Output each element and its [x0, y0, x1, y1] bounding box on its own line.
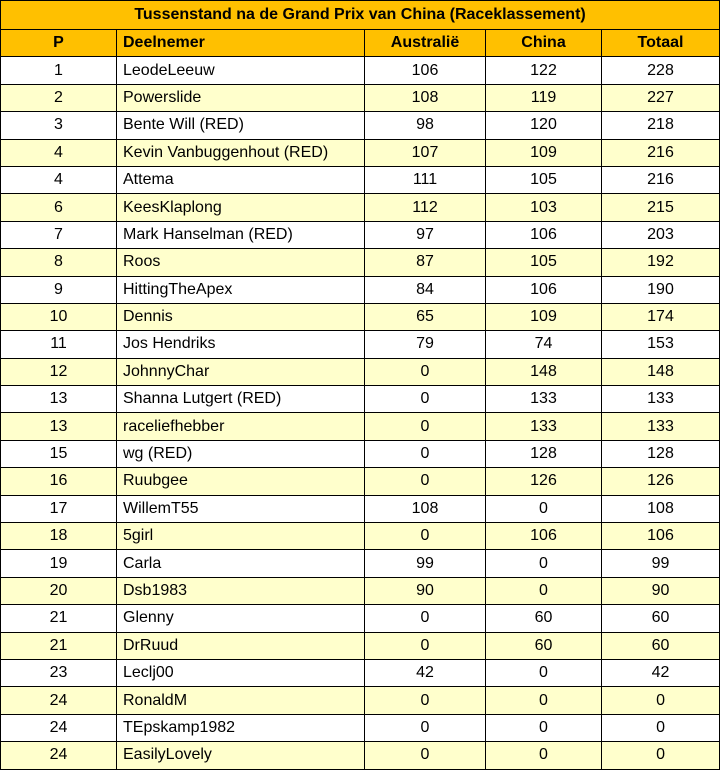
cell-australie: 0: [365, 386, 486, 413]
cell-totaal: 216: [602, 139, 720, 166]
cell-pos: 3: [1, 112, 117, 139]
cell-pos: 4: [1, 166, 117, 193]
cell-totaal: 227: [602, 84, 720, 111]
cell-totaal: 192: [602, 249, 720, 276]
cell-pos: 23: [1, 659, 117, 686]
table-row: [1, 249, 720, 276]
table-row: [1, 495, 720, 522]
cell-name: Carla: [117, 550, 365, 577]
cell-name: Kevin Vanbuggenhout (RED): [117, 139, 365, 166]
cell-australie: 90: [365, 577, 486, 604]
cell-totaal: 153: [602, 331, 720, 358]
cell-totaal: 215: [602, 194, 720, 221]
cell-australie: 0: [365, 632, 486, 659]
cell-china: 148: [486, 358, 602, 385]
cell-china: 106: [486, 523, 602, 550]
cell-name: 5girl: [117, 523, 365, 550]
cell-name: WillemT55: [117, 495, 365, 522]
cell-name: Shanna Lutgert (RED): [117, 386, 365, 413]
cell-china: 0: [486, 659, 602, 686]
cell-pos: 4: [1, 139, 117, 166]
table-row: [1, 577, 720, 604]
cell-china: 106: [486, 221, 602, 248]
cell-australie: 0: [365, 440, 486, 467]
table-body: [1, 57, 720, 769]
cell-name: TEpskamp1982: [117, 714, 365, 741]
cell-china: 119: [486, 84, 602, 111]
table-row: [1, 57, 720, 84]
table-row: [1, 550, 720, 577]
cell-pos: 24: [1, 742, 117, 769]
cell-china: 74: [486, 331, 602, 358]
cell-name: EasilyLovely: [117, 742, 365, 769]
cell-name: Dennis: [117, 303, 365, 330]
table-row: [1, 331, 720, 358]
table-row: [1, 386, 720, 413]
cell-totaal: 133: [602, 386, 720, 413]
cell-china: 126: [486, 468, 602, 495]
table-row: [1, 742, 720, 769]
cell-australie: 0: [365, 523, 486, 550]
cell-totaal: 126: [602, 468, 720, 495]
cell-australie: 98: [365, 112, 486, 139]
cell-pos: 11: [1, 331, 117, 358]
table-row: [1, 112, 720, 139]
column-header-china: China: [486, 30, 602, 57]
cell-pos: 8: [1, 249, 117, 276]
cell-totaal: 108: [602, 495, 720, 522]
table-row: [1, 84, 720, 111]
cell-totaal: 203: [602, 221, 720, 248]
header-row: [1, 30, 720, 57]
cell-pos: 21: [1, 605, 117, 632]
cell-name: Mark Hanselman (RED): [117, 221, 365, 248]
table-row: [1, 413, 720, 440]
column-header-name: Deelnemer: [117, 30, 365, 57]
cell-australie: 0: [365, 742, 486, 769]
cell-pos: 20: [1, 577, 117, 604]
cell-pos: 13: [1, 413, 117, 440]
table-row: [1, 194, 720, 221]
cell-pos: 24: [1, 687, 117, 714]
cell-china: 133: [486, 386, 602, 413]
cell-australie: 112: [365, 194, 486, 221]
cell-pos: 17: [1, 495, 117, 522]
table-row: [1, 714, 720, 741]
cell-totaal: 190: [602, 276, 720, 303]
cell-totaal: 42: [602, 659, 720, 686]
cell-totaal: 133: [602, 413, 720, 440]
cell-australie: 97: [365, 221, 486, 248]
cell-pos: 19: [1, 550, 117, 577]
cell-name: wg (RED): [117, 440, 365, 467]
cell-australie: 87: [365, 249, 486, 276]
cell-australie: 42: [365, 659, 486, 686]
cell-name: JohnnyChar: [117, 358, 365, 385]
cell-china: 106: [486, 276, 602, 303]
cell-china: 0: [486, 714, 602, 741]
cell-australie: 79: [365, 331, 486, 358]
cell-china: 128: [486, 440, 602, 467]
cell-totaal: 218: [602, 112, 720, 139]
table-row: [1, 687, 720, 714]
cell-totaal: 128: [602, 440, 720, 467]
cell-name: Attema: [117, 166, 365, 193]
cell-totaal: 99: [602, 550, 720, 577]
cell-china: 0: [486, 742, 602, 769]
cell-australie: 108: [365, 84, 486, 111]
cell-totaal: 90: [602, 577, 720, 604]
table-row: [1, 440, 720, 467]
cell-china: 105: [486, 166, 602, 193]
cell-china: 0: [486, 577, 602, 604]
cell-name: KeesKlaplong: [117, 194, 365, 221]
cell-china: 120: [486, 112, 602, 139]
table-row: [1, 659, 720, 686]
cell-australie: 0: [365, 358, 486, 385]
cell-name: Dsb1983: [117, 577, 365, 604]
cell-china: 133: [486, 413, 602, 440]
cell-name: Jos Hendriks: [117, 331, 365, 358]
column-header-pos: P: [1, 30, 117, 57]
cell-name: Roos: [117, 249, 365, 276]
cell-pos: 13: [1, 386, 117, 413]
cell-totaal: 60: [602, 632, 720, 659]
cell-pos: 9: [1, 276, 117, 303]
cell-totaal: 106: [602, 523, 720, 550]
cell-pos: 15: [1, 440, 117, 467]
table-row: [1, 468, 720, 495]
cell-australie: 0: [365, 687, 486, 714]
cell-australie: 108: [365, 495, 486, 522]
cell-totaal: 60: [602, 605, 720, 632]
cell-china: 60: [486, 632, 602, 659]
cell-name: Glenny: [117, 605, 365, 632]
cell-name: DrRuud: [117, 632, 365, 659]
cell-china: 0: [486, 687, 602, 714]
cell-totaal: 174: [602, 303, 720, 330]
cell-china: 0: [486, 550, 602, 577]
table-row: [1, 166, 720, 193]
cell-australie: 0: [365, 605, 486, 632]
table-row: [1, 605, 720, 632]
cell-pos: 24: [1, 714, 117, 741]
cell-china: 0: [486, 495, 602, 522]
cell-totaal: 0: [602, 687, 720, 714]
cell-pos: 12: [1, 358, 117, 385]
cell-australie: 84: [365, 276, 486, 303]
cell-pos: 1: [1, 57, 117, 84]
table-row: [1, 221, 720, 248]
cell-name: RonaldM: [117, 687, 365, 714]
table-row: [1, 632, 720, 659]
cell-china: 109: [486, 139, 602, 166]
cell-totaal: 228: [602, 57, 720, 84]
cell-pos: 21: [1, 632, 117, 659]
cell-pos: 18: [1, 523, 117, 550]
title-row: [1, 1, 720, 30]
table-row: [1, 358, 720, 385]
cell-australie: 0: [365, 413, 486, 440]
cell-australie: 99: [365, 550, 486, 577]
cell-china: 60: [486, 605, 602, 632]
column-header-totaal: Totaal: [602, 30, 720, 57]
cell-australie: 0: [365, 468, 486, 495]
cell-totaal: 0: [602, 714, 720, 741]
cell-totaal: 0: [602, 742, 720, 769]
cell-china: 109: [486, 303, 602, 330]
cell-china: 105: [486, 249, 602, 276]
cell-name: raceliefhebber: [117, 413, 365, 440]
cell-name: Powerslide: [117, 84, 365, 111]
cell-china: 122: [486, 57, 602, 84]
column-header-australie: Australië: [365, 30, 486, 57]
cell-australie: 111: [365, 166, 486, 193]
cell-totaal: 216: [602, 166, 720, 193]
cell-name: Leclj00: [117, 659, 365, 686]
table-title: Tussenstand na de Grand Prix van China (Raceklassement): [1, 1, 720, 30]
cell-australie: 0: [365, 714, 486, 741]
cell-name: Bente Will (RED): [117, 112, 365, 139]
cell-pos: 7: [1, 221, 117, 248]
table-row: [1, 523, 720, 550]
cell-australie: 106: [365, 57, 486, 84]
cell-china: 103: [486, 194, 602, 221]
table-row: [1, 139, 720, 166]
cell-pos: 16: [1, 468, 117, 495]
cell-name: HittingTheApex: [117, 276, 365, 303]
table-row: [1, 276, 720, 303]
cell-australie: 107: [365, 139, 486, 166]
cell-pos: 2: [1, 84, 117, 111]
table-row: [1, 303, 720, 330]
cell-name: LeodeLeeuw: [117, 57, 365, 84]
cell-totaal: 148: [602, 358, 720, 385]
cell-pos: 6: [1, 194, 117, 221]
cell-name: Ruubgee: [117, 468, 365, 495]
cell-pos: 10: [1, 303, 117, 330]
cell-australie: 65: [365, 303, 486, 330]
